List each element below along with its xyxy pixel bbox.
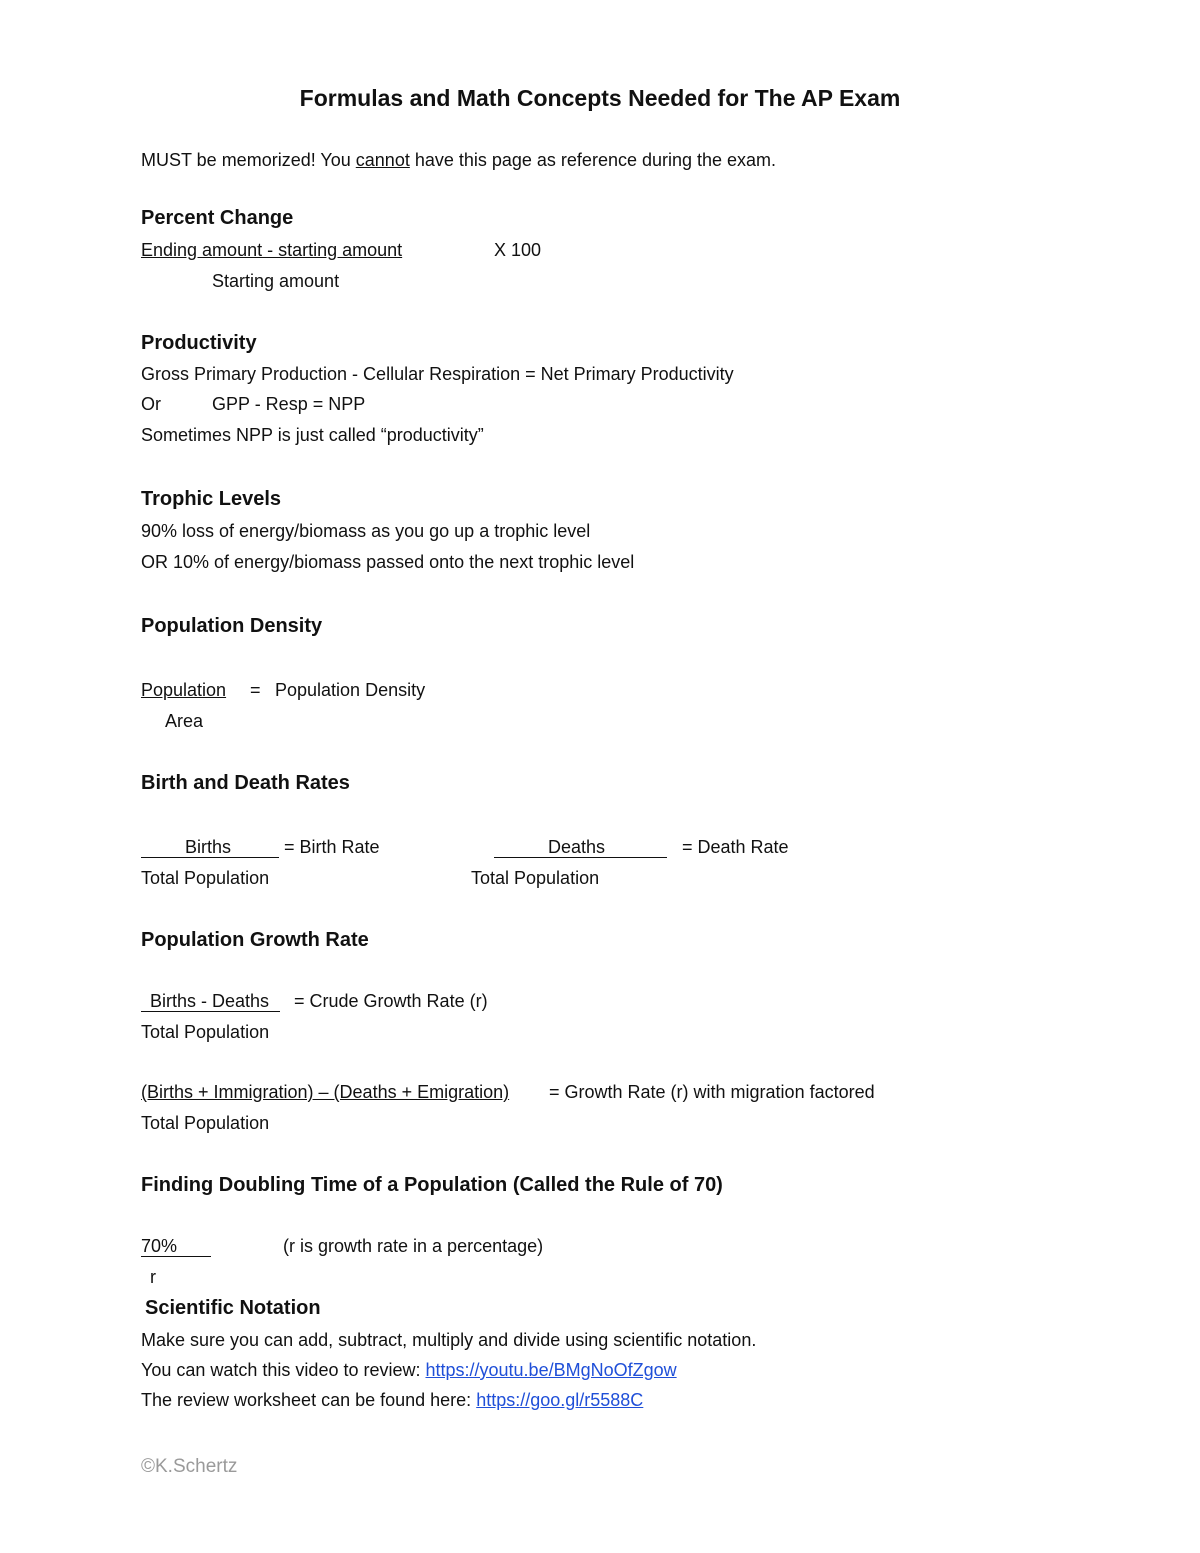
population-density-numerator: Population (141, 680, 227, 700)
worksheet-link[interactable]: https://goo.gl/r5588C (476, 1390, 644, 1410)
worksheet-label: The review worksheet can be found here: (141, 1390, 477, 1410)
scientific-notation-line1: Make sure you can add, subtract, multiply and divide using scientific notation. (141, 1330, 757, 1350)
doubling-numerator: 70% (141, 1236, 178, 1256)
migration-numerator: (Births + Immigration) – (Deaths + Emigration) (141, 1082, 510, 1102)
intro-after: have this page as reference during the exam. (409, 150, 777, 170)
growth-rate-heading: Population Growth Rate (141, 929, 369, 951)
doubling-note: (r is growth rate in a percentage) (283, 1236, 544, 1256)
crude-result: = Crude Growth Rate (r) (294, 991, 488, 1011)
doubling-time-heading: Finding Doubling Time of a Population (Called the Rule of 70) (141, 1174, 723, 1196)
worksheet-line (141, 1389, 643, 1411)
percent-change-heading: Percent Change (141, 207, 294, 229)
population-density-denominator: Area (165, 711, 204, 731)
birth-result: = Birth Rate (284, 837, 380, 857)
productivity-or-label: Or (141, 394, 161, 414)
trophic-levels-line2: OR 10% of energy/biomass passed onto the next trophic level (141, 552, 635, 572)
doubling-denominator: r (150, 1267, 156, 1287)
percent-change-denominator: Starting amount (212, 271, 340, 291)
trophic-levels-line1: 90% loss of energy/biomass as you go up a trophic level (141, 521, 591, 541)
birth-death-heading: Birth and Death Rates (141, 772, 350, 794)
video-link[interactable]: https://youtu.be/BMgNoOfZgow (425, 1360, 677, 1380)
copyright-footer: ©K.Schertz (141, 1456, 238, 1477)
scientific-notation-heading: Scientific Notation (145, 1297, 321, 1319)
intro-before: MUST be memorized! You (141, 150, 356, 170)
percent-change-multiplier: X 100 (494, 240, 542, 260)
death-denominator: Total Population (471, 868, 600, 888)
migration-denominator: Total Population (141, 1113, 270, 1133)
trophic-levels-heading: Trophic Levels (141, 488, 282, 510)
productivity-line2: GPP - Resp = NPP (212, 394, 366, 414)
percent-change-numerator: Ending amount - starting amount (141, 240, 403, 260)
productivity-line1: Gross Primary Production - Cellular Respiration = Net Primary Productivity (141, 364, 734, 384)
video-label: You can watch this video to review: (141, 1360, 426, 1380)
population-density-heading: Population Density (141, 615, 323, 637)
crude-numerator: Births - Deaths (150, 991, 270, 1011)
intro-emphasis: cannot (355, 150, 410, 170)
productivity-line3: Sometimes NPP is just called “productivity” (141, 425, 484, 445)
productivity-heading: Productivity (141, 332, 257, 354)
page-title: Formulas and Math Concepts Needed for The AP Exam (299, 85, 901, 111)
video-line (141, 1359, 677, 1381)
population-density-equals: = (250, 680, 261, 700)
birth-numerator: Births (185, 837, 232, 857)
birth-denominator: Total Population (141, 868, 270, 888)
crude-denominator: Total Population (141, 1022, 270, 1042)
death-result: = Death Rate (682, 837, 789, 857)
migration-result: = Growth Rate (r) with migration factored (549, 1082, 875, 1102)
population-density-result: Population Density (275, 680, 426, 700)
death-numerator: Deaths (548, 837, 606, 857)
intro-line (141, 149, 776, 171)
